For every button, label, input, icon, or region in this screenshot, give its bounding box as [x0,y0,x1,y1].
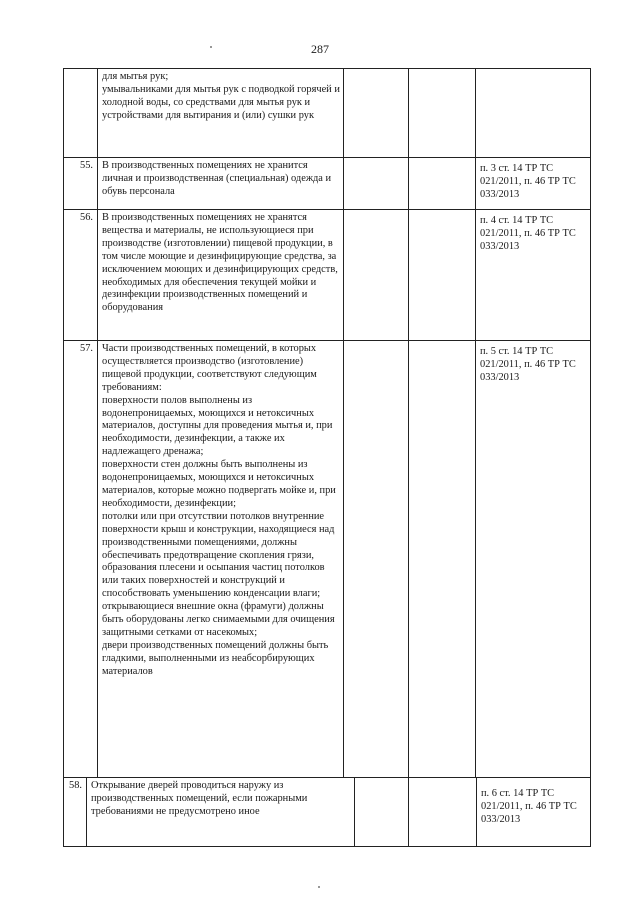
empty-cell [409,778,477,846]
requirement-cell: Открывание дверей проводиться наружу из производственных помещений, если пожарными требованиями не предусмотрено иное [87,778,355,846]
row-number-cell: 57. [64,341,98,777]
empty-cell [409,341,476,777]
reference-cell [476,69,591,157]
requirement-cell: В производственных помещениях не хранятся вещества и материалы, не использующиеся при производстве (изготовлении) пищевой продукции, в том числе моющие и дезинфицирующие средства, за исключением моющих и дезинфицирующих средств, необходимых для обеспечения текущей мойки и дезинфекции производственных помещений и оборудования [98,210,344,340]
empty-cell [355,778,409,846]
table-row [64,778,591,847]
table-row [64,69,591,158]
reference-cell: п. 4 ст. 14 ТР ТС 021/2011, п. 46 ТР ТС 033/2013 [476,210,591,340]
scan-speck [210,46,212,48]
empty-cell [409,69,476,157]
row-number-cell: 55. [64,158,98,209]
row-number-cell [64,69,98,157]
empty-cell [344,210,409,340]
empty-cell [344,158,409,209]
empty-cell [344,69,409,157]
table-row [64,158,591,210]
checklist-table [63,68,591,847]
empty-cell [409,158,476,209]
empty-cell [344,341,409,777]
row-number-cell: 56. [64,210,98,340]
page-number: 287 [311,42,329,56]
empty-cell [409,210,476,340]
reference-cell: п. 3 ст. 14 ТР ТС 021/2011, п. 46 ТР ТС 033/2013 [476,158,591,209]
reference-cell: п. 6 ст. 14 ТР ТС 021/2011, п. 46 ТР ТС 033/2013 [477,778,591,846]
requirement-cell: для мытья рук; умывальниками для мытья рук с подводкой горячей и холодной воды, со средствами для мытья рук и устройствами для вытирания и (или) сушки рук [98,69,344,157]
scan-speck [318,886,320,888]
reference-cell: п. 5 ст. 14 ТР ТС 021/2011, п. 46 ТР ТС 033/2013 [476,341,591,777]
table-row [64,341,591,778]
requirement-cell: Части производственных помещений, в которых осуществляется производство (изготовление) пищевой продукции, соответствуют следующим требованиям: поверхности полов выполнены из водонепроницаемых, моющихся и нетоксичных материалов, доступны для проведения мытья и, при необходимости, дезинфекции, а также их надлежащего дренажа; поверхности стен должны быть выполнены из водонепроницаемых, моющихся и нетоксичных материалов, которые можно подвергать мойке и, при необходимости, дезинфекции; потолки или при отсутствии потолков внутренние поверхности крыш и конструкции, находящиеся над производственными помещениями, должны обеспечивать предотвращение скопления грязи, образования плесени и осыпания частиц потолков или таких поверхностей и конструкций и способствовать уменьшению конденсации влаги; открывающиеся внешние окна (фрамуги) должны быть оборудованы легко снимаемыми для очищения защитными сетками от насекомых; двери производственных помещений должны быть гладкими, выполненными из неабсорбирующих материалов [98,341,344,777]
row-number-cell: 58. [64,778,87,846]
requirement-cell: В производственных помещениях не хранится личная и производственная (специальная) одежда и обувь персонала [98,158,344,209]
table-row [64,210,591,341]
